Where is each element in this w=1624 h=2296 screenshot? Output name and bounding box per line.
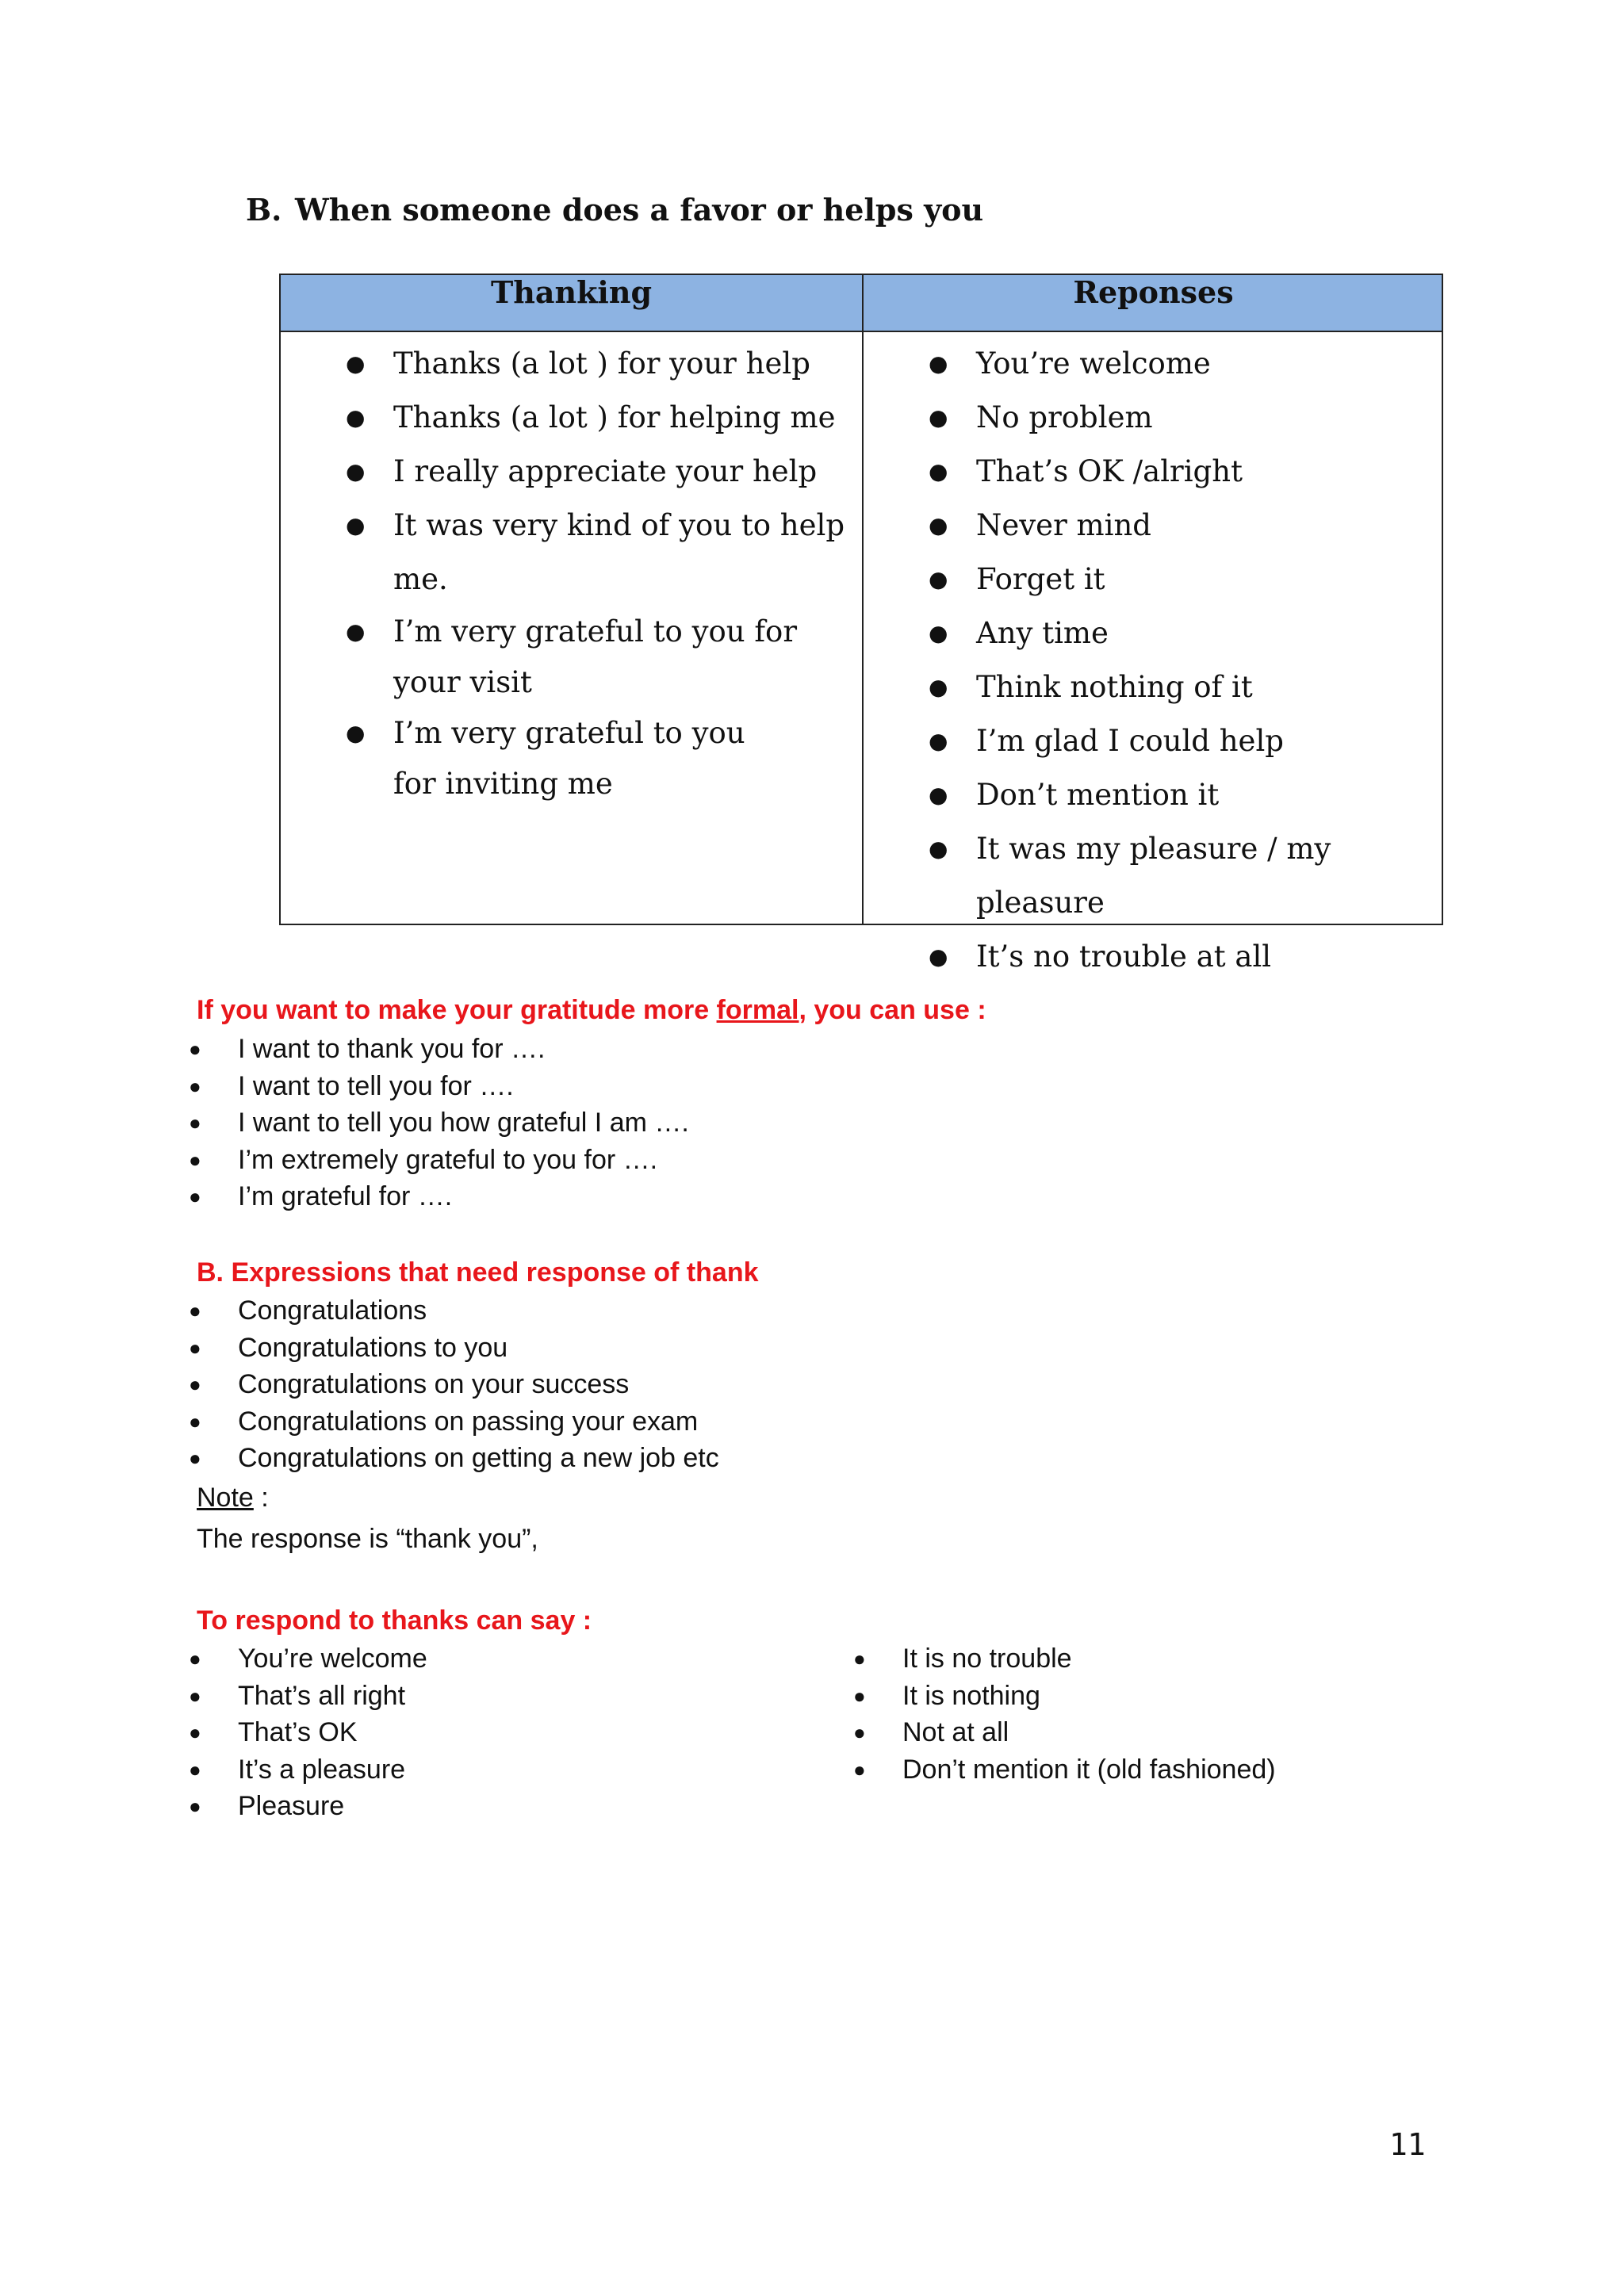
list-item: ● I’m glad I could help [976, 714, 1440, 768]
bullet-icon: ● [929, 458, 948, 484]
bullet-icon: ● [189, 1111, 201, 1135]
bullet-icon: ● [189, 1720, 201, 1744]
bullet-icon: ● [929, 620, 948, 646]
bullet-icon: ● [189, 1647, 201, 1670]
bullet-icon: ● [189, 1335, 201, 1360]
bullet-icon: ● [189, 1184, 201, 1208]
list-item: ● I really appreciate your help [393, 445, 857, 499]
bullet-icon: ● [929, 512, 948, 538]
section-heading [246, 192, 983, 228]
list-item: ● Think nothing of it [976, 660, 1440, 714]
list-item: ● Pleasure [238, 1788, 427, 1825]
bullet-icon: ● [189, 1037, 201, 1061]
list-item: ● I’m extremely grateful to you for …. [238, 1142, 689, 1179]
bullet-icon: ● [346, 618, 366, 645]
list-item: ● I want to tell you for …. [238, 1068, 689, 1105]
list-item: ● Congratulations to you [238, 1330, 719, 1367]
note-label: Note [197, 1483, 254, 1513]
responses-list [929, 337, 1440, 984]
bullet-icon: ● [929, 566, 948, 592]
table-header-responses: Reponses [1073, 274, 1234, 310]
list-item: ● It’s a pleasure [238, 1751, 427, 1789]
section-title: When someone does a favor or helps you [295, 192, 984, 228]
respond-list-right [853, 1640, 1276, 1788]
bullet-icon: ● [929, 943, 948, 970]
list-item: ● That’s OK /alright [976, 445, 1440, 499]
formal-list [189, 1031, 689, 1215]
list-item: ● Don’t mention it (old fashioned) [902, 1751, 1276, 1789]
list-item: ● It’s no trouble at all [976, 930, 1440, 984]
list-item: ● I want to tell you how grateful I am …. [238, 1104, 689, 1142]
bullet-icon: ● [346, 350, 366, 377]
list-item: ● It is no trouble [902, 1640, 1276, 1678]
bullet-icon: ● [189, 1757, 201, 1781]
list-item: ● Thanks (a lot ) for your help [393, 337, 857, 391]
expressions-list [189, 1292, 719, 1477]
list-item: ● That’s all right [238, 1678, 427, 1715]
bullet-icon: ● [853, 1683, 866, 1708]
list-item: ● I’m grateful for …. [238, 1178, 689, 1215]
note-text: The response is “thank you”, [197, 1524, 538, 1554]
bullet-icon: ● [189, 1372, 201, 1396]
list-item: ● Any time [976, 607, 1440, 660]
bullet-icon: ● [189, 1073, 201, 1098]
list-item: ● No problem [976, 391, 1440, 445]
expressions-heading: B. Expressions that need response of thank [197, 1257, 759, 1288]
bullet-icon: ● [189, 1147, 201, 1172]
bullet-icon: ● [346, 404, 366, 430]
list-item: ● I’m very grateful to you for inviting me [393, 708, 766, 809]
list-item: ● Never mind [976, 499, 1440, 553]
list-item: ● You’re welcome [976, 337, 1440, 391]
thanking-responses-table [279, 274, 1443, 974]
thanking-list [346, 337, 857, 809]
list-item: ● It was my pleasure / my pleasure [976, 822, 1440, 930]
table-header-row [281, 275, 1442, 332]
list-item: ● Don’t mention it [976, 768, 1440, 822]
list-item: ● Forget it [976, 553, 1440, 607]
page-number: 11 [1389, 2127, 1426, 2162]
bullet-icon: ● [929, 674, 948, 700]
list-item: ● Thanks (a lot ) for helping me [393, 391, 857, 445]
list-item: ● You’re welcome [238, 1640, 427, 1678]
note-line: Note : [197, 1483, 269, 1513]
list-item: ● That’s OK [238, 1714, 427, 1751]
table-header-thanking: Thanking [490, 274, 653, 310]
bullet-icon: ● [929, 782, 948, 808]
bullet-icon: ● [346, 720, 366, 746]
bullet-icon: ● [853, 1647, 866, 1670]
respond-heading: To respond to thanks can say : [197, 1605, 592, 1636]
formal-heading: If you want to make your gratitude more formal, you can use : [197, 995, 986, 1025]
bullet-icon: ● [929, 728, 948, 754]
bullet-icon: ● [189, 1683, 201, 1708]
list-item: ● Congratulations on getting a new job etc [238, 1440, 719, 1477]
bullet-icon: ● [189, 1409, 201, 1433]
list-item: ● It is nothing [902, 1678, 1276, 1715]
list-item: ● I’m very grateful to you for your visit [393, 607, 837, 708]
bullet-icon: ● [189, 1446, 201, 1470]
respond-list-left [189, 1640, 427, 1825]
formal-underlined-word: formal [716, 995, 799, 1025]
list-item: ● Congratulations [238, 1292, 719, 1330]
list-item: ● Congratulations on passing your exam [238, 1403, 719, 1441]
bullet-icon: ● [346, 512, 366, 538]
bullet-icon: ● [189, 1794, 201, 1818]
bullet-icon: ● [929, 350, 948, 377]
bullet-icon: ● [929, 404, 948, 430]
list-item: ● I want to thank you for …. [238, 1031, 689, 1068]
bullet-icon: ● [929, 836, 948, 862]
bullet-icon: ● [853, 1757, 866, 1781]
list-item: ● Not at all [902, 1714, 1276, 1751]
list-item: ● It was very kind of you to help me. [393, 499, 857, 607]
table-column-divider [862, 275, 864, 924]
bullet-icon: ● [853, 1720, 866, 1744]
bullet-icon: ● [189, 1299, 201, 1322]
bullet-icon: ● [346, 458, 366, 484]
section-letter: B. [246, 192, 282, 228]
list-item: ● Congratulations on your success [238, 1366, 719, 1403]
